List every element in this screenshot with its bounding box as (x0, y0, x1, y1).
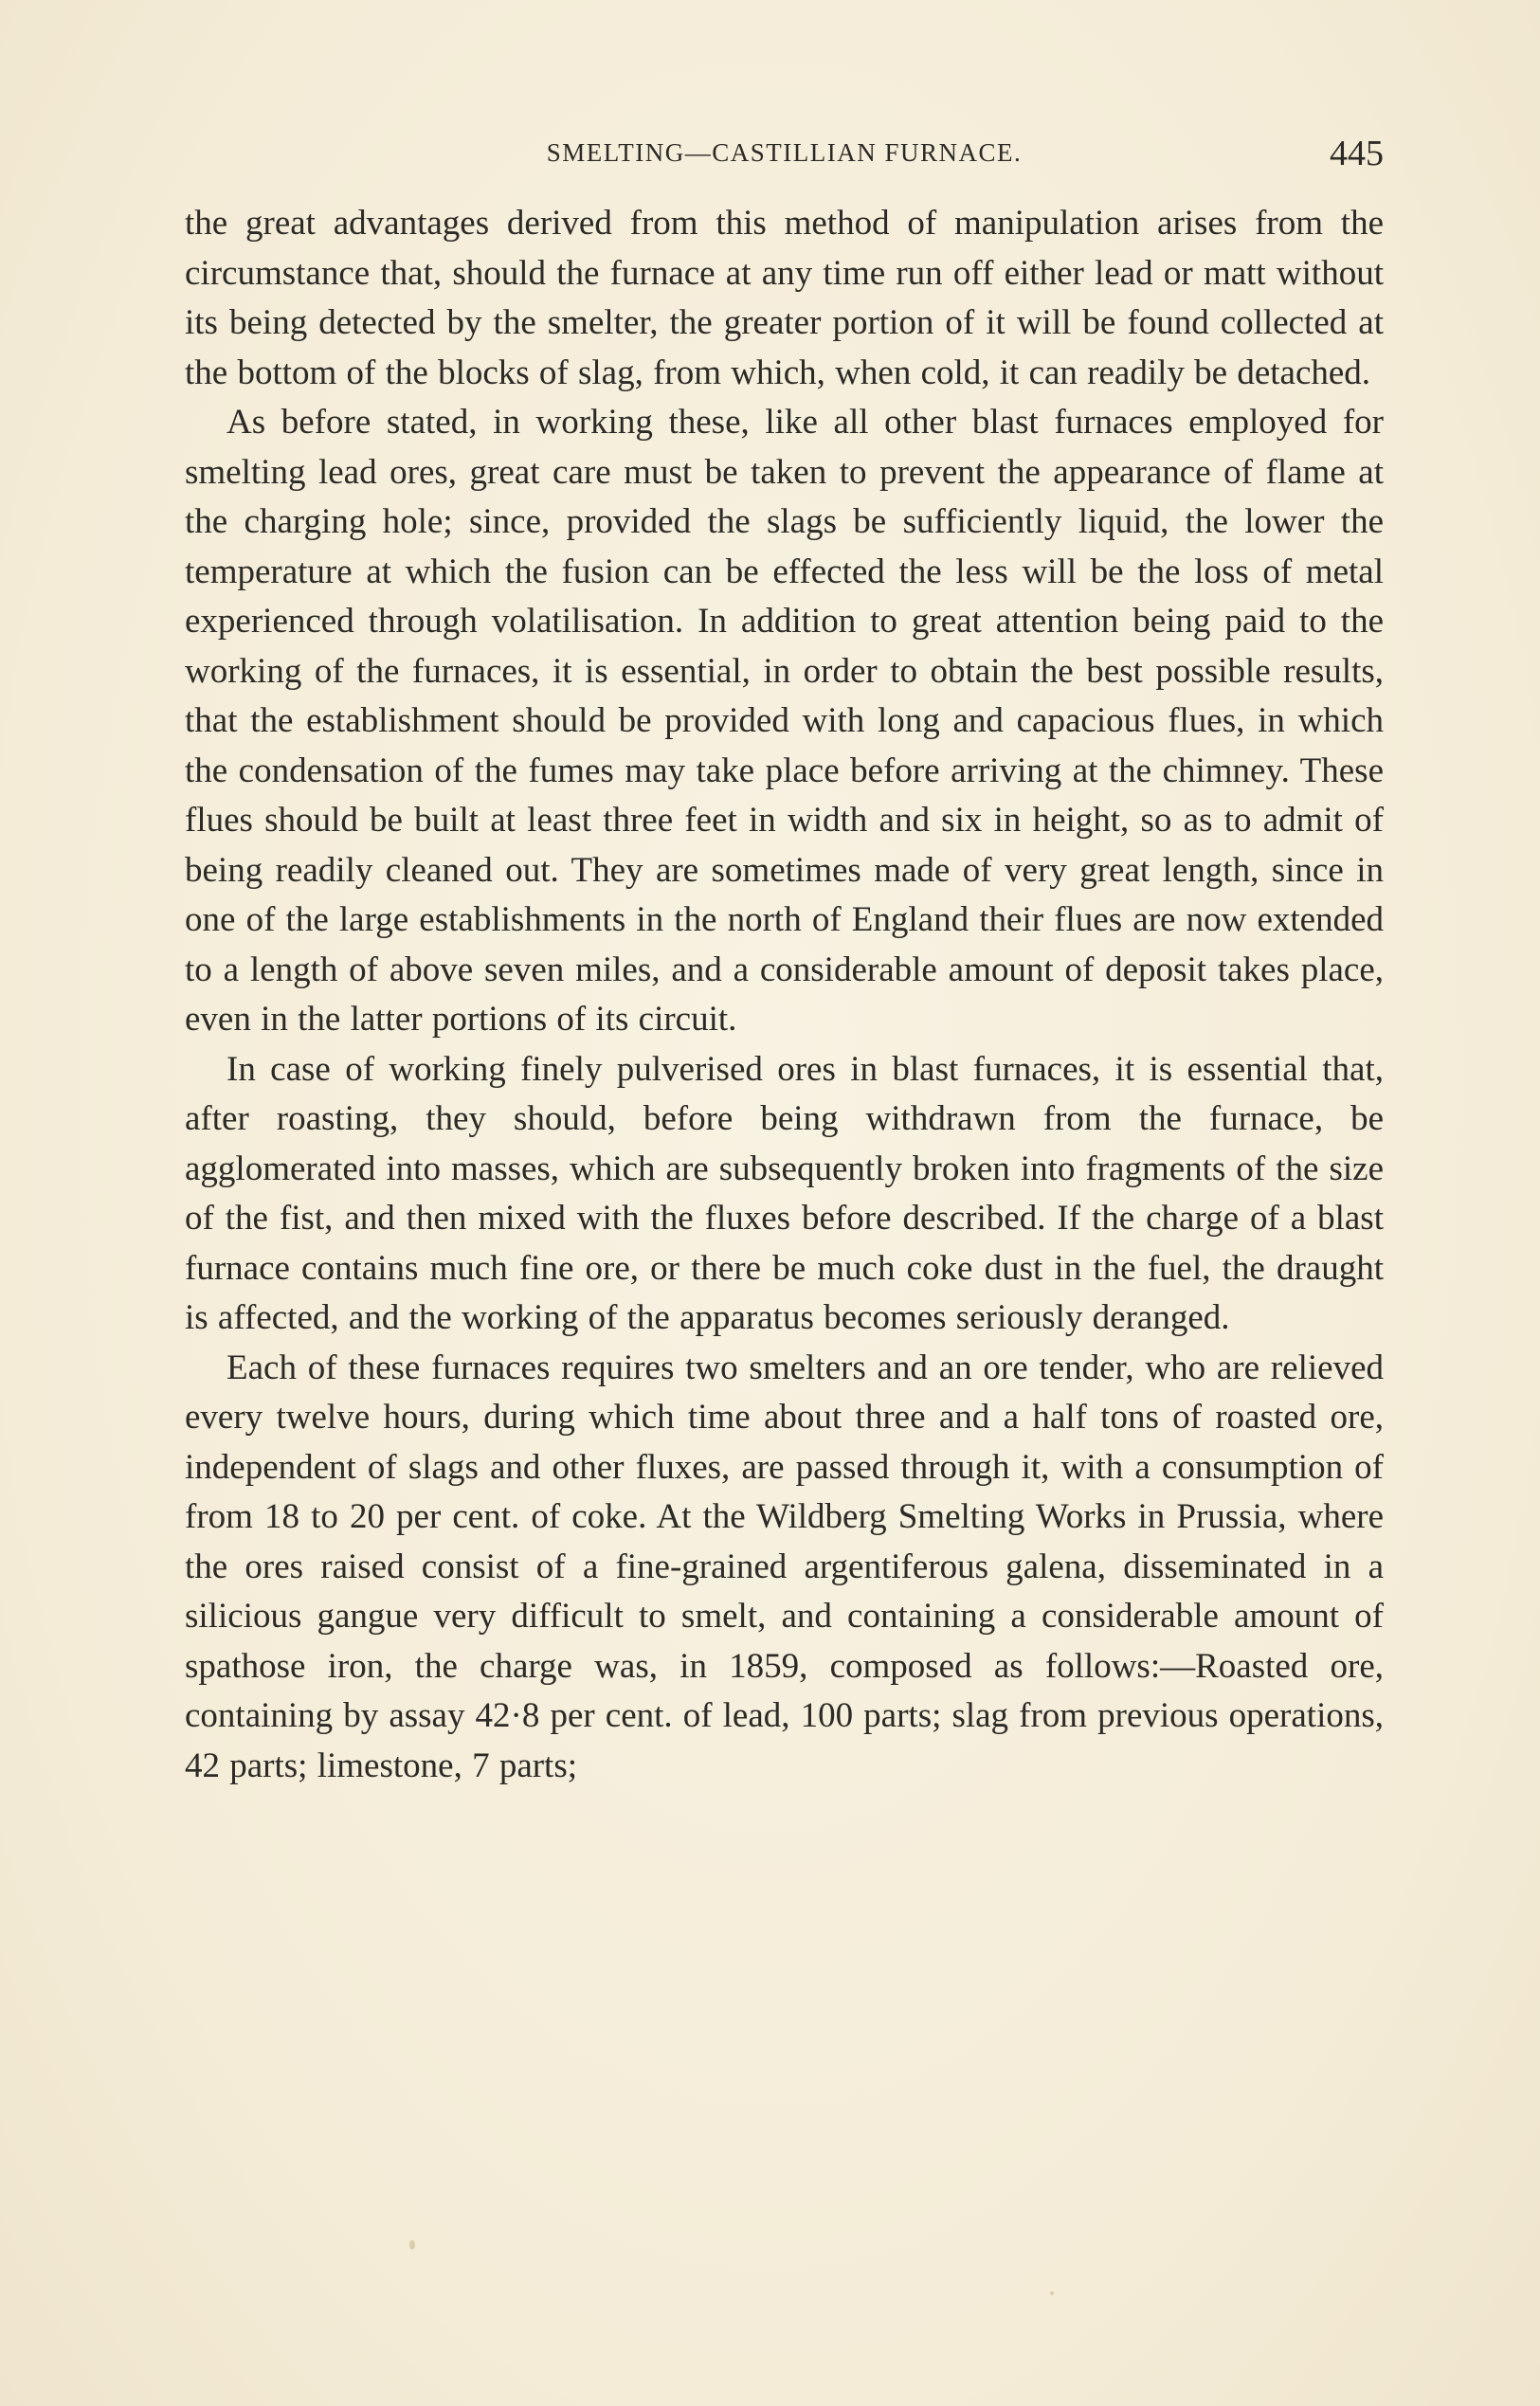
body-text (185, 199, 1384, 1791)
paper-speck (409, 2240, 415, 2250)
paragraph: the great advantages derived from this method of manipulation arises from the circumstance that, should the furnace at any time run off either lead or matt without its being detected by the smelter, the greater portion of it will be found collected at the bottom of the blocks of slag, from which, when cold, it can readily be detached. (185, 204, 1384, 392)
paragraph: As before stated, in working these, like all other blast furnaces employed for smelting lead ores, great care must be taken to prevent the appearance of flame at the charging hole; since, provided the slags be sufficiently liquid, the lower the temperature at which the fusion can be effected the less will be the loss of metal experienced through volatilisation. In addition to great attention being paid to the working of the furnaces, it is essential, in order to obtain the best possible results, that the establishment should be provided with long and capacious flues, in which the condensation of the fumes may take place before arriving at the chimney. These flues should be built at least three feet in width and six in height, so as to admit of being readily cleaned out. They are sometimes made of very great length, since in one of the large establishments in the north of England their flues are now extended to a length of above seven miles, and a considerable amount of deposit takes place, even in the latter portions of its circuit. (185, 403, 1384, 1039)
paragraph: Each of these furnaces requires two smelters and an ore tender, who are relieved every twelve hours, during which time about three and a half tons of roasted ore, independent of slags and other fluxes, are passed through it, with a consumption of from 18 to 20 per cent. of coke. At the Wildberg Smelting Works in Prussia, where the ores raised consist of a fine-grained argentiferous galena, disseminated in a silicious gangue very difficult to smelt, and containing a considerable amount of spathose iron, the charge was, in 1859, composed as follows:—Roasted ore, containing by assay 42·8 per cent. of lead, 100 parts; slag from previous operations, 42 parts; limestone, 7 parts; (185, 1348, 1384, 1785)
page-number: 445 (1330, 134, 1384, 173)
paper-speck (1050, 2291, 1054, 2295)
running-title: SMELTING—CASTILLIAN FURNACE. (546, 138, 1023, 167)
running-head (185, 133, 1384, 180)
paragraph: In case of working finely pulverised ores in blast furnaces, it is essential that, after roasting, they should, before being withdrawn from the furnace, be agglomerated into masses, which are subsequently broken into fragments of the size of the fist, and then mixed with the fluxes before described. If the charge of a blast furnace contains much fine ore, or there be much coke dust in the fuel, the draught is affected, and the working of the apparatus becomes seriously deranged. (185, 1049, 1384, 1337)
